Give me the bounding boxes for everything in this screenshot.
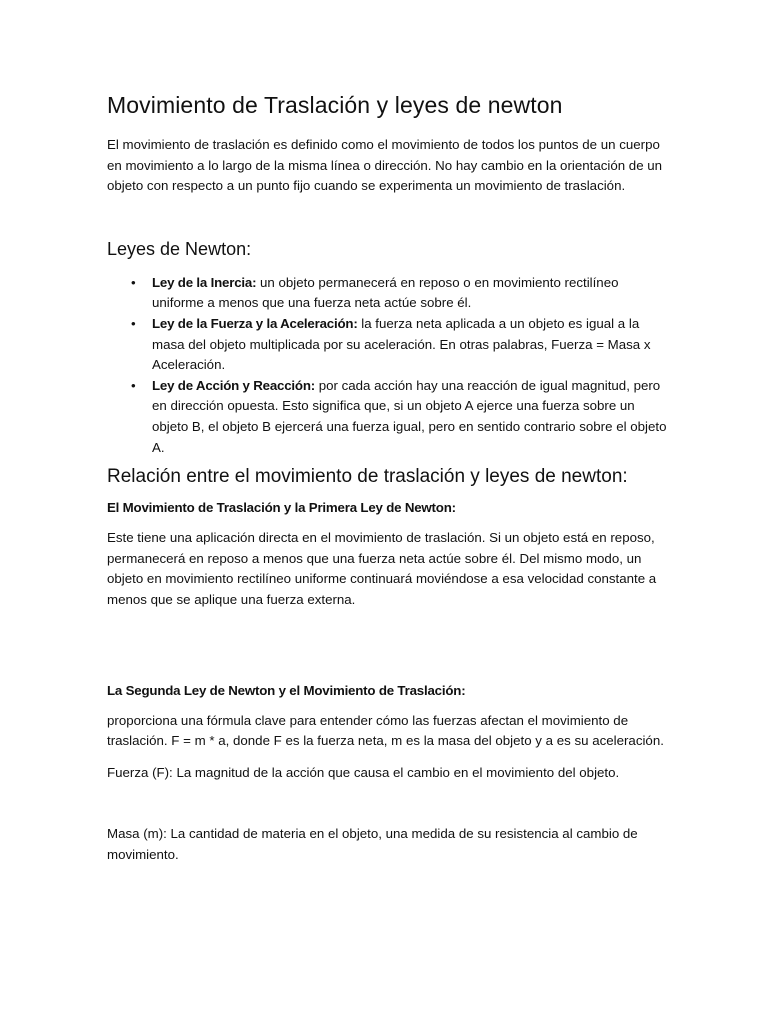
- first-law-paragraph: Este tiene una aplicación directa en el movimiento de traslación. Si un objeto está en reposo, permanecerá en reposo a menos que una fuerza neta actúe sobre él. Del mismo modo, un objeto en movimiento rectilíneo uniforme continuará moviéndose a esa velocidad constante a menos que se aplique una fuerza externa.: [107, 530, 657, 607]
- laws-heading: Leyes de Newton:: [107, 238, 252, 259]
- mass-definition: Masa (m): La cantidad de materia en el objeto, una medida de su resistencia al cambio de movimiento.: [107, 826, 638, 862]
- force-definition: Fuerza (F): La magnitud de la acción que causa el cambio en el movimiento del objeto.: [107, 764, 620, 780]
- law-term: Ley de Acción y Reacción:: [152, 377, 315, 393]
- intro-paragraph: El movimiento de traslación es definido como el movimiento de todos los puntos de un cuerpo en movimiento a lo largo de la misma línea o dirección. No hay cambio en la orientación de un objeto con respecto a un punto fijo cuando se experimenta un movimiento de traslación.: [107, 137, 663, 194]
- second-law-heading: La Segunda Ley de Newton y el Movimiento de Traslación:: [107, 682, 466, 698]
- document-title: Movimiento de Traslación y leyes de newton: [107, 92, 563, 118]
- laws-list: [107, 273, 668, 458]
- second-law-paragraph: proporciona una fórmula clave para entender cómo las fuerzas afectan el movimiento de traslación. F = m * a, donde F es la fuerza neta, m es la masa del objeto y a es su aceleración.: [107, 712, 664, 749]
- law-text: la fuerza neta aplicada a un objeto es igual a la masa del objeto multiplicada por su aceleración. En otras palabras, Fuerza = Masa x Aceleración.: [152, 315, 651, 373]
- bullet-icon: •: [131, 377, 136, 393]
- list-item-inertia: [131, 273, 668, 314]
- list-item-action-reaction: [131, 376, 668, 458]
- law-text: un objeto permanecerá en reposo o en movimiento rectilíneo uniforme a menos que una fuerza neta actúe sobre él.: [152, 274, 619, 311]
- bullet-icon: •: [131, 315, 136, 331]
- law-text: por cada acción hay una reacción de igual magnitud, pero en dirección opuesta. Esto significa que, si un objeto A ejerce una fuerza sobre un objeto B, el objeto B ejercerá una fuerza igual, pero en sentido contrario sobre el objeto A.: [152, 377, 667, 455]
- law-term: Ley de la Inercia:: [152, 274, 257, 290]
- law-term: Ley de la Fuerza y la Aceleración:: [152, 315, 358, 331]
- bullet-icon: •: [131, 274, 136, 290]
- list-item-force: [131, 314, 668, 376]
- relation-heading: Relación entre el movimiento de traslación y leyes de newton:: [107, 466, 628, 488]
- first-law-heading: El Movimiento de Traslación y la Primera Ley de Newton:: [107, 500, 456, 516]
